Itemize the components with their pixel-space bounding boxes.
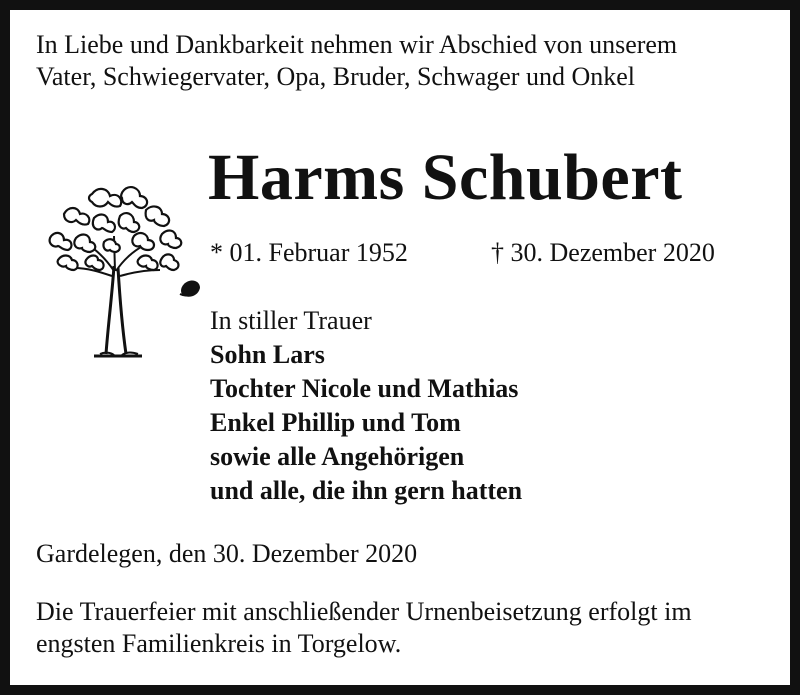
intro-line-2: Vater, Schwiegervater, Opa, Bruder, Schwager und Onkel	[36, 62, 636, 91]
death-date: † 30. Dezember 2020	[491, 238, 715, 267]
falling-leaf-icon	[180, 281, 200, 297]
birth-date: * 01. Februar 1952	[210, 238, 408, 267]
mourner-name: Enkel Phillip und Tom	[210, 408, 461, 437]
mourner-name: Tochter Nicole und Mathias	[210, 374, 519, 403]
mourner-name: sowie alle Angehörigen	[210, 442, 465, 471]
notice-line-2: engsten Familienkreis in Torgelow.	[36, 629, 402, 658]
deceased-name: Harms Schubert	[208, 141, 683, 214]
mourner-name: und alle, die ihn gern hatten	[210, 476, 523, 505]
mourners-list	[210, 304, 522, 508]
notice-line-1: Die Trauerfeier mit anschließender Urnenbeisetzung erfolgt im	[36, 597, 692, 626]
intro-text	[36, 29, 677, 93]
place-date: Gardelegen, den 30. Dezember 2020	[36, 539, 418, 568]
mourner-name: Sohn Lars	[210, 340, 325, 369]
funeral-notice	[36, 596, 692, 660]
mourners-intro: In stiller Trauer	[210, 306, 372, 335]
tree-icon	[34, 176, 204, 366]
intro-line-1: In Liebe und Dankbarkeit nehmen wir Abschied von unserem	[36, 30, 678, 59]
